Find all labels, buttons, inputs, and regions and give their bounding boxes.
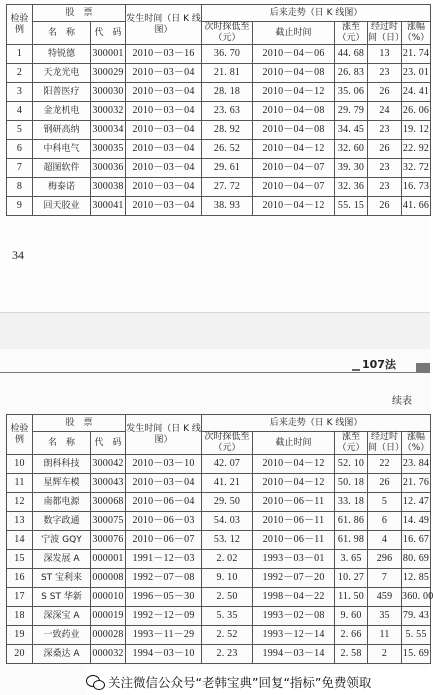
row-end-date: 2010－04－12 [253, 197, 335, 216]
row-low-price: 42. 07 [202, 455, 253, 474]
row-stock-name: 钢研高纳 [33, 121, 91, 140]
row-start-date: 2010－06－07 [126, 531, 202, 550]
header-code: 代 码 [91, 432, 126, 455]
row-stock-name: 超图软件 [33, 159, 91, 178]
row-stock-name: 一致药业 [33, 626, 91, 645]
header-high: 涨至（元） [335, 432, 368, 455]
upper-book-page [0, 0, 430, 312]
row-gain-pct: 21. 74 [402, 45, 431, 64]
row-gain-pct: 16. 73 [402, 178, 431, 197]
row-start-date: 2010－03－10 [126, 455, 202, 474]
row-high-price: 33. 18 [335, 493, 368, 512]
row-high-price: 11. 50 [335, 588, 368, 607]
table-row [7, 569, 431, 588]
row-gain-pct: 80. 69 [402, 550, 431, 569]
row-elapsed-days: 5 [368, 493, 402, 512]
row-high-price: 32. 60 [335, 140, 368, 159]
row-gain-pct: 26. 06 [402, 102, 431, 121]
table-row [7, 121, 431, 140]
row-stock-code: 300068 [91, 493, 126, 512]
watermark-banner [86, 668, 430, 695]
row-low-price: 54. 03 [202, 512, 253, 531]
row-stock-code: 300076 [91, 531, 126, 550]
row-case-no: 18 [7, 607, 33, 626]
row-stock-code: 300001 [91, 45, 126, 64]
row-end-date: 1993－03－01 [253, 550, 335, 569]
row-end-date: 1998－04－22 [253, 588, 335, 607]
row-stock-code: 300035 [91, 140, 126, 159]
header-pct: 涨幅（%） [402, 432, 430, 453]
row-stock-name: 中科电气 [33, 140, 91, 159]
row-case-no: 10 [7, 455, 33, 474]
row-case-no: 2 [7, 64, 33, 83]
row-high-price: 2. 66 [335, 626, 368, 645]
row-start-date: 2010－06－04 [126, 493, 202, 512]
row-elapsed-days: 6 [368, 512, 402, 531]
chapter-tab [416, 363, 430, 372]
row-start-date: 2010－03－04 [126, 197, 202, 216]
row-stock-name: 天龙光电 [33, 64, 91, 83]
table-row [7, 645, 431, 664]
row-stock-code: 000001 [91, 550, 126, 569]
row-high-price: 61. 86 [335, 512, 368, 531]
row-low-price: 28. 92 [202, 121, 253, 140]
row-end-date: 1993－12－14 [253, 626, 335, 645]
header-stock: 股 票 [33, 415, 126, 432]
header-name: 名 称 [33, 432, 91, 455]
header-end-date: 截止时间 [253, 432, 335, 455]
row-high-price: 10. 27 [335, 569, 368, 588]
row-stock-name: 宁波 GQY [33, 531, 91, 550]
row-end-date: 2010－04－12 [253, 455, 335, 474]
row-gain-pct: 14. 49 [402, 512, 431, 531]
row-gain-pct: 12. 47 [402, 493, 431, 512]
row-low-price: 2. 50 [202, 588, 253, 607]
row-high-price: 9. 60 [335, 607, 368, 626]
row-low-price: 38. 93 [202, 197, 253, 216]
row-case-no: 14 [7, 531, 33, 550]
row-high-price: 35. 06 [335, 83, 368, 102]
header-date: 发生时间（日 K 线图） [126, 415, 202, 455]
row-low-price: 28. 18 [202, 83, 253, 102]
row-low-price: 2. 52 [202, 626, 253, 645]
watermark-text: 关注微信公众号“老韩宝典”回复“指标”免费领取 [108, 674, 372, 690]
row-case-no: 19 [7, 626, 33, 645]
row-start-date: 2010－03－04 [126, 102, 202, 121]
row-elapsed-days: 23 [368, 159, 402, 178]
header-trend: 后来走势（日 K 线图） [202, 5, 431, 22]
chapter-rule [0, 372, 430, 373]
header-code: 代 码 [91, 22, 126, 45]
row-start-date: 2010－03－04 [126, 121, 202, 140]
row-elapsed-days: 13 [368, 45, 402, 64]
row-low-price: 2. 02 [202, 550, 253, 569]
row-start-date: 2010－03－04 [126, 140, 202, 159]
row-stock-code: 300041 [91, 197, 126, 216]
row-end-date: 2010－06－11 [253, 512, 335, 531]
row-low-price: 9. 10 [202, 569, 253, 588]
stock-table-upper [6, 4, 431, 216]
row-end-date: 2010－04－06 [253, 45, 335, 64]
table-row [7, 493, 431, 512]
row-end-date: 2010－04－12 [253, 83, 335, 102]
row-stock-code: 300042 [91, 455, 126, 474]
row-stock-name: 阳普医疗 [33, 83, 91, 102]
table-row [7, 102, 431, 121]
row-start-date: 2010－06－03 [126, 512, 202, 531]
row-end-date: 2010－04－12 [253, 474, 335, 493]
header-low: 次时探低至（元） [202, 22, 253, 45]
row-end-date: 2010－06－11 [253, 493, 335, 512]
header-trend: 后来走势（日 K 线图） [202, 415, 431, 432]
row-gain-pct: 15. 69 [402, 645, 431, 664]
table-row [7, 159, 431, 178]
row-end-date: 2010－04－08 [253, 102, 335, 121]
row-high-price: 32. 36 [335, 178, 368, 197]
row-high-price: 34. 45 [335, 121, 368, 140]
row-stock-code: 300030 [91, 83, 126, 102]
row-low-price: 29. 50 [202, 493, 253, 512]
row-high-price: 2. 58 [335, 645, 368, 664]
row-stock-name: S ST 华新 [33, 588, 91, 607]
row-end-date: 2010－04－07 [253, 159, 335, 178]
row-case-no: 16 [7, 569, 33, 588]
row-case-no: 13 [7, 512, 33, 531]
row-gain-pct: 22. 92 [402, 140, 431, 159]
row-start-date: 1993－11－29 [126, 626, 202, 645]
row-gain-pct: 16. 67 [402, 531, 431, 550]
table-row [7, 140, 431, 159]
table-row [7, 64, 431, 83]
row-stock-name: 金龙机电 [33, 102, 91, 121]
continued-label: 续表 [392, 396, 412, 407]
row-start-date: 2010－03－16 [126, 45, 202, 64]
row-stock-code: 000019 [91, 607, 126, 626]
row-start-date: 2010－03－04 [126, 178, 202, 197]
row-low-price: 5. 35 [202, 607, 253, 626]
row-stock-name: 深深宝 A [33, 607, 91, 626]
row-end-date: 2010－04－08 [253, 121, 335, 140]
table-row [7, 455, 431, 474]
row-elapsed-days: 23 [368, 121, 402, 140]
row-stock-code: 000032 [91, 645, 126, 664]
row-elapsed-days: 4 [368, 531, 402, 550]
row-gain-pct: 41. 66 [402, 197, 431, 216]
row-stock-code: 300029 [91, 64, 126, 83]
row-case-no: 5 [7, 121, 33, 140]
row-stock-code: 300043 [91, 474, 126, 493]
row-high-price: 55. 15 [335, 197, 368, 216]
row-stock-code: 300032 [91, 102, 126, 121]
row-high-price: 52. 10 [335, 455, 368, 474]
row-stock-name: 数字政通 [33, 512, 91, 531]
row-case-no: 15 [7, 550, 33, 569]
row-low-price: 29. 61 [202, 159, 253, 178]
header-stock: 股 票 [33, 5, 126, 22]
row-gain-pct: 21. 76 [402, 474, 431, 493]
table-row [7, 512, 431, 531]
row-start-date: 1994－03－10 [126, 645, 202, 664]
row-low-price: 23. 63 [202, 102, 253, 121]
row-low-price: 36. 70 [202, 45, 253, 64]
row-elapsed-days: 23 [368, 178, 402, 197]
row-case-no: 6 [7, 140, 33, 159]
table-row [7, 531, 431, 550]
page-number: 34 [12, 248, 24, 262]
row-high-price: 61. 98 [335, 531, 368, 550]
row-gain-pct: 19. 12 [402, 121, 431, 140]
row-stock-code: 000028 [91, 626, 126, 645]
row-high-price: 26. 83 [335, 64, 368, 83]
table-row [7, 474, 431, 493]
row-start-date: 2010－03－04 [126, 159, 202, 178]
row-stock-code: 000010 [91, 588, 126, 607]
row-gain-pct: 5. 55 [402, 626, 431, 645]
row-low-price: 53. 12 [202, 531, 253, 550]
header-date: 发生时间（日 K 线图） [126, 5, 202, 45]
header-end-date: 截止时间 [253, 22, 335, 45]
row-elapsed-days: 26 [368, 83, 402, 102]
row-stock-name: 梅泰诺 [33, 178, 91, 197]
chapter-mark: 107法 [362, 358, 396, 371]
row-start-date: 1992－07－08 [126, 569, 202, 588]
table-row [7, 83, 431, 102]
row-end-date: 1993－02－08 [253, 607, 335, 626]
row-high-price: 39. 30 [335, 159, 368, 178]
header-high: 涨至（元） [335, 22, 368, 45]
row-end-date: 2010－04－08 [253, 64, 335, 83]
row-start-date: 2010－03－04 [126, 474, 202, 493]
row-stock-name: 南都电源 [33, 493, 91, 512]
row-case-no: 1 [7, 45, 33, 64]
row-case-no: 8 [7, 178, 33, 197]
row-gain-pct: 12. 85 [402, 569, 431, 588]
row-low-price: 26. 52 [202, 140, 253, 159]
row-stock-code: 300034 [91, 121, 126, 140]
row-gain-pct: 32. 72 [402, 159, 431, 178]
wechat-icon [86, 673, 104, 691]
row-start-date: 1991－12－03 [126, 550, 202, 569]
row-end-date: 2010－04－07 [253, 178, 335, 197]
header-case-no: 检验例 [7, 5, 33, 45]
table-row [7, 550, 431, 569]
row-elapsed-days: 24 [368, 102, 402, 121]
row-case-no: 4 [7, 102, 33, 121]
table-row [7, 178, 431, 197]
row-start-date: 2010－03－04 [126, 64, 202, 83]
row-case-no: 12 [7, 493, 33, 512]
row-high-price: 3. 65 [335, 550, 368, 569]
row-elapsed-days: 26 [368, 140, 402, 159]
row-elapsed-days: 459 [368, 588, 402, 607]
row-end-date: 1994－03－14 [253, 645, 335, 664]
row-stock-code: 300036 [91, 159, 126, 178]
row-low-price: 21. 81 [202, 64, 253, 83]
row-case-no: 3 [7, 83, 33, 102]
row-gain-pct: 360. 00 [402, 588, 431, 607]
row-elapsed-days: 23 [368, 64, 402, 83]
row-start-date: 1992－12－09 [126, 607, 202, 626]
header-days: 经过时间（日） [368, 22, 405, 43]
page-gap [0, 312, 430, 350]
row-gain-pct: 79. 43 [402, 607, 431, 626]
row-gain-pct: 23. 01 [402, 64, 431, 83]
row-case-no: 20 [7, 645, 33, 664]
row-elapsed-days: 7 [368, 569, 402, 588]
row-stock-name: 回天胶业 [33, 197, 91, 216]
row-elapsed-days: 26 [368, 474, 402, 493]
row-stock-name: 朗科科技 [33, 455, 91, 474]
row-elapsed-days: 22 [368, 455, 402, 474]
table-row [7, 607, 431, 626]
row-start-date: 2010－03－04 [126, 83, 202, 102]
row-end-date: 1992－07－20 [253, 569, 335, 588]
header-days: 经过时间（日） [368, 432, 405, 453]
row-gain-pct: 23. 84 [402, 455, 431, 474]
table-row [7, 626, 431, 645]
row-stock-name: 深桑达 A [33, 645, 91, 664]
table-row [7, 45, 431, 64]
row-low-price: 2. 23 [202, 645, 253, 664]
row-case-no: 17 [7, 588, 33, 607]
row-case-no: 7 [7, 159, 33, 178]
row-stock-name: 星辉车模 [33, 474, 91, 493]
row-end-date: 2010－04－12 [253, 140, 335, 159]
row-stock-code: 000008 [91, 569, 126, 588]
row-stock-name: ST 宝利来 [33, 569, 91, 588]
header-case-no: 检验例 [7, 415, 33, 455]
row-stock-code: 300075 [91, 512, 126, 531]
row-elapsed-days: 296 [368, 550, 402, 569]
row-gain-pct: 24. 41 [402, 83, 431, 102]
row-stock-name: 深发展 A [33, 550, 91, 569]
row-high-price: 50. 18 [335, 474, 368, 493]
row-high-price: 29. 79 [335, 102, 368, 121]
row-case-no: 11 [7, 474, 33, 493]
row-elapsed-days: 2 [368, 645, 402, 664]
row-low-price: 41. 21 [202, 474, 253, 493]
row-elapsed-days: 11 [368, 626, 402, 645]
stock-table-lower [6, 414, 431, 664]
header-name: 名 称 [33, 22, 91, 45]
row-stock-name: 特锐德 [33, 45, 91, 64]
row-elapsed-days: 26 [368, 197, 402, 216]
header-pct: 涨幅（%） [402, 22, 430, 43]
row-start-date: 1996－05－30 [126, 588, 202, 607]
row-low-price: 27. 72 [202, 178, 253, 197]
row-stock-code: 300038 [91, 178, 126, 197]
row-case-no: 9 [7, 197, 33, 216]
table-row [7, 197, 431, 216]
row-end-date: 2010－06－11 [253, 531, 335, 550]
table-row [7, 588, 431, 607]
row-elapsed-days: 35 [368, 607, 402, 626]
row-high-price: 44. 68 [335, 45, 368, 64]
header-low: 次时探低至（元） [202, 432, 253, 455]
